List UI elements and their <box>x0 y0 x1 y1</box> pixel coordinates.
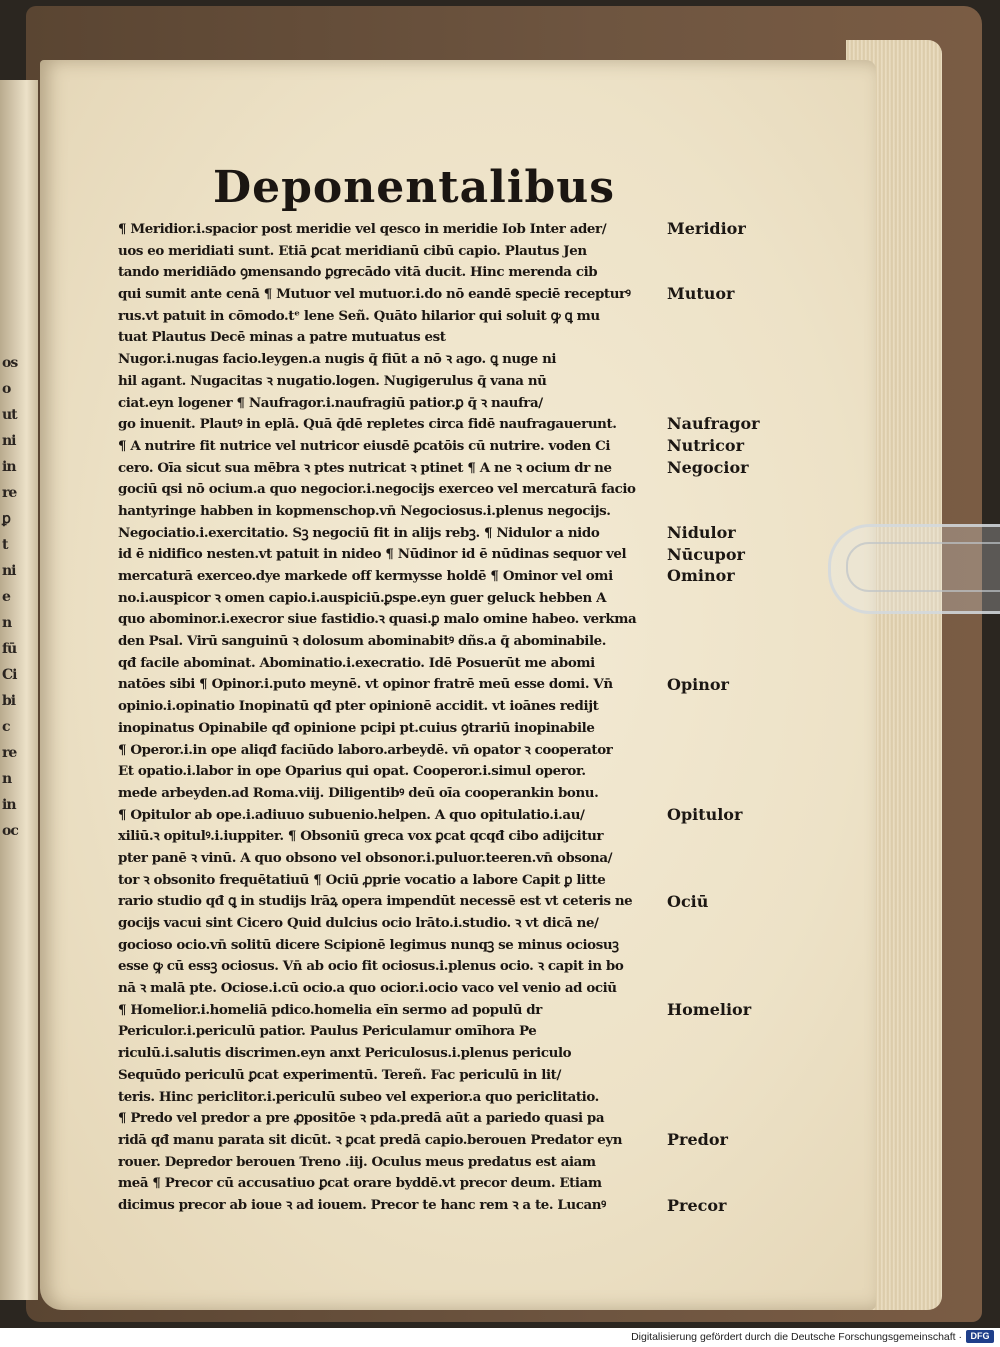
text-line: nā ꝛ malā pte. Ociose.i.cū ocio.a quo ocior.i.ocio vaco vel venio ad ociū <box>118 980 617 997</box>
text-line: rus.vt patuit in cōmodo.tᵉ lene Señ. Quāto hilarior qui soluit ꝙ ꝗ mu <box>118 307 600 324</box>
text-line: xiliū.ꝛ opitulꝰ.i.iuppiter. ¶ Obsoniū greca vox ꝑcat qcqđ cibo adijcitur <box>118 828 604 845</box>
text-line: natōes sibi ¶ Opinor.i.puto meynē. vt opinor fratrē meū esse domi. Vn̄ <box>118 676 613 693</box>
text-line: rario studio qđ ꝗ in studijs lrāꝝ opera impendūt necessē est vt ceteris ne <box>118 893 633 910</box>
left-fragment: in <box>2 459 16 475</box>
left-page-edge <box>0 80 38 1300</box>
page-clip-inner <box>846 542 1000 592</box>
text-line: id ē nidifico nesten.vt patuit in nideo ¶ Nūdinor id ē nūdinas sequor vel <box>118 546 627 563</box>
left-fragment: t <box>2 537 8 553</box>
text-line: no.i.auspicor ꝛ omen capio.i.auspiciū.ꝑspe.eyn guer geluck hebben A <box>118 589 607 606</box>
margin-note: Nūcupor <box>667 544 745 564</box>
margin-note: Ociū <box>667 891 709 911</box>
margin-note: Homelior <box>667 1000 752 1020</box>
left-fragment: ꝑ <box>2 511 10 527</box>
left-fragment: in <box>2 797 16 813</box>
text-line: ¶ Operor.i.in ope aliqđ faciūdo laboro.arbeydē. vn̄ opator ꝛ cooperator <box>118 741 613 758</box>
text-line: tor ꝛ obsonito frequētatiuū ¶ Ociū ꝓprie vocatio a labore Capit ꝑ litte <box>118 871 606 888</box>
text-line: Nugor.i.nugas facio.leygen.a nugis q̄ fiūt a nō ꝛ ago. ꝗ nuge ni <box>118 351 557 368</box>
text-line: cero. Oīa sicut sua mēbra ꝛ ptes nutricat ꝛ ptinet ¶ A ne ꝛ ocium dr ne <box>118 459 612 476</box>
text-line: Negociatio.i.exercitatio. Sꝫ negociū fit in alijs rebꝫ. ¶ Nidulor a nido <box>118 524 600 541</box>
left-fragment: Ci <box>2 667 17 683</box>
text-line: esse ꝙ cū essꝫ ociosus. Vn̄ ab ocio fit ociosus.i.plenus ocio. ꝛ capit in bo <box>118 958 624 975</box>
text-line: Periculor.i.periculū patior. Paulus Periculamur omīhora Pe <box>118 1023 537 1040</box>
text-line: mede arbeyden.ad Roma.viij. Diligentibꝰ deū oīa cooperankin bonu. <box>118 784 599 801</box>
margin-note: Nutricor <box>667 436 744 455</box>
text-line: tuat Plautus Decē minas a patre mutuatus est <box>118 329 446 346</box>
text-line: Sequūdo periculū ꝑcat experimentū. Tereñ. Fac periculū in lit/ <box>118 1066 561 1083</box>
margin-note: Opinor <box>667 674 729 694</box>
left-fragment: fū <box>2 641 17 657</box>
text-line: ciat.eyn logener ¶ Naufragor.i.naufragiū patior.ꝑ q̄ ꝛ naufra/ <box>118 394 543 411</box>
text-line: go inuenit. Plautꝰ in eplā. Quā q̄dē repletes circa fidē naufragauerunt. <box>118 416 617 433</box>
text-line: teris. Hinc periclitor.i.periculū subeo vel experior.a quo periclitatio. <box>118 1088 599 1105</box>
body-text <box>118 219 680 1217</box>
margin-note: Predor <box>667 1130 728 1150</box>
text-line: meā ¶ Precor cū accusatiuo ꝑcat orare byddē.vt precor deum. Etiam <box>118 1175 602 1192</box>
text-line: quo abominor.i.execror siue fastidio.ꝛ quasi.ꝑ malo omine habeo. verkma <box>118 611 637 628</box>
margin-note: Precor <box>667 1195 727 1215</box>
text-line: Et opatio.i.labor in ope Oparius qui opat. Cooperor.i.simul operor. <box>118 763 586 780</box>
text-line: pter panē ꝛ vinū. A quo obsono vel obsonor.i.puluor.teeren.vn̄ obsona/ <box>118 849 613 866</box>
margin-note: Negocior <box>667 457 749 477</box>
left-fragment: oc <box>2 823 18 839</box>
left-fragment: re <box>2 485 17 501</box>
left-fragment: n <box>2 615 12 631</box>
margin-note: Mutuor <box>667 284 735 304</box>
footer-credit: Digitalisierung gefördert durch die Deutsche Forschungsgemeinschaft · <box>631 1331 962 1343</box>
left-fragment: n <box>2 771 12 787</box>
text-line: gociū qsi nō ocium.a quo negocior.i.negocijs exerceo vel mercaturā facio <box>118 481 636 498</box>
text-line: dicimus precor ab ioue ꝛ ad iouem. Precor te hanc rem ꝛ a te. Lucanꝰ <box>118 1196 606 1213</box>
text-line: opinio.i.opinatio Inopinatū qđ pter opinionē accidit. vt ioānes redijt <box>118 698 599 715</box>
text-line: rouer. Depredor berouen Treno .iij. Oculus meus predatus est aiam <box>118 1153 596 1170</box>
text-line: uos eo meridiati sunt. Etiā ꝑcat meridianū cibū capio. Plautus Jen <box>118 242 587 259</box>
text-line: qđ facile abominat. Abominatio.i.execratio. Idē Posuerūt me abomi <box>118 654 595 671</box>
margin-note: Nidulor <box>667 522 736 542</box>
left-fragment: o <box>2 381 11 397</box>
margin-note: Naufragor <box>667 414 760 434</box>
text-line: den Psal. Virū sanguinū ꝛ dolosum abominabitꝰ dñs.a q̄ abominabile. <box>118 633 607 650</box>
text-line: gocioso ocio.vn̄ solitū dicere Scipionē legimus nunqꝫ se minus ociosuꝫ <box>118 936 619 953</box>
margin-note: Meridior <box>667 219 746 238</box>
text-line: tando meridiādo ꝯmensando ꝑgrecādo vitā ducit. Hinc merenda cib <box>118 264 598 281</box>
text-line: riculū.i.salutis discrimen.eyn anxt Periculosus.i.plenus periculo <box>118 1045 572 1062</box>
text-line: ¶ A nutrire fit nutrice vel nutricor eiusdē ꝑcatōis cū nutrire. voden Ci <box>118 437 611 454</box>
left-fragment: ni <box>2 563 16 579</box>
text-line: ¶ Opitulor ab ope.i.adiuuo subuenio.helpen. A quo opitulatio.i.au/ <box>118 806 585 823</box>
margin-note: Opitulor <box>667 804 743 824</box>
text-line: ¶ Meridior.i.spacior post meridie vel qesco in meridie Iob Inter ader/ <box>118 221 607 237</box>
left-fragment: e <box>2 589 10 605</box>
left-fragment: ut <box>2 407 17 423</box>
text-line: ¶ Predo vel predor a pre ꝓpositōe ꝛ pda.predā aūt a pariedo quasi pa <box>118 1110 605 1127</box>
text-line: qui sumit ante cenā ¶ Mutuor vel mutuor.i.do nō eandē speciē recepturꝰ <box>118 286 631 303</box>
text-line: ¶ Homelior.i.homeliā pdico.homelia eīn sermo ad populū dr <box>118 1001 542 1018</box>
text-line: gocijs vacui sint Cicero Quid dulcius ocio lrāto.i.studio. ꝛ vt dicā ne/ <box>118 915 599 931</box>
left-fragment: c <box>2 719 10 735</box>
text-line: mercaturā exerceo.dye markede off kermysse holdē ¶ Ominor vel omi <box>118 568 613 584</box>
text-line: hil agant. Nugacitas ꝛ nugatio.logen. Nugigerulus q̄ vana nū <box>118 372 547 389</box>
left-page-text-fragments <box>2 350 32 844</box>
text-line: inopinatus Opinabile qđ opinione pcipi pt.cuius ꝯtrariū inopinabile <box>118 719 595 736</box>
left-fragment: os <box>2 355 18 371</box>
text-line: ridā qđ manu parata sit dicūt. ꝛ ꝑcat predā capio.berouen Predator eyn <box>118 1131 623 1148</box>
left-fragment: bi <box>2 693 16 709</box>
page-heading: Deponentalibus <box>213 162 616 213</box>
text-line: hantyringe habben in kopmenschop.vn̄ Negociosus.i.plenus negocijs. <box>118 502 611 519</box>
dfg-logo: DFG <box>966 1330 994 1343</box>
margin-note: Ominor <box>667 566 735 586</box>
left-fragment: re <box>2 745 17 761</box>
left-fragment: ni <box>2 433 16 449</box>
